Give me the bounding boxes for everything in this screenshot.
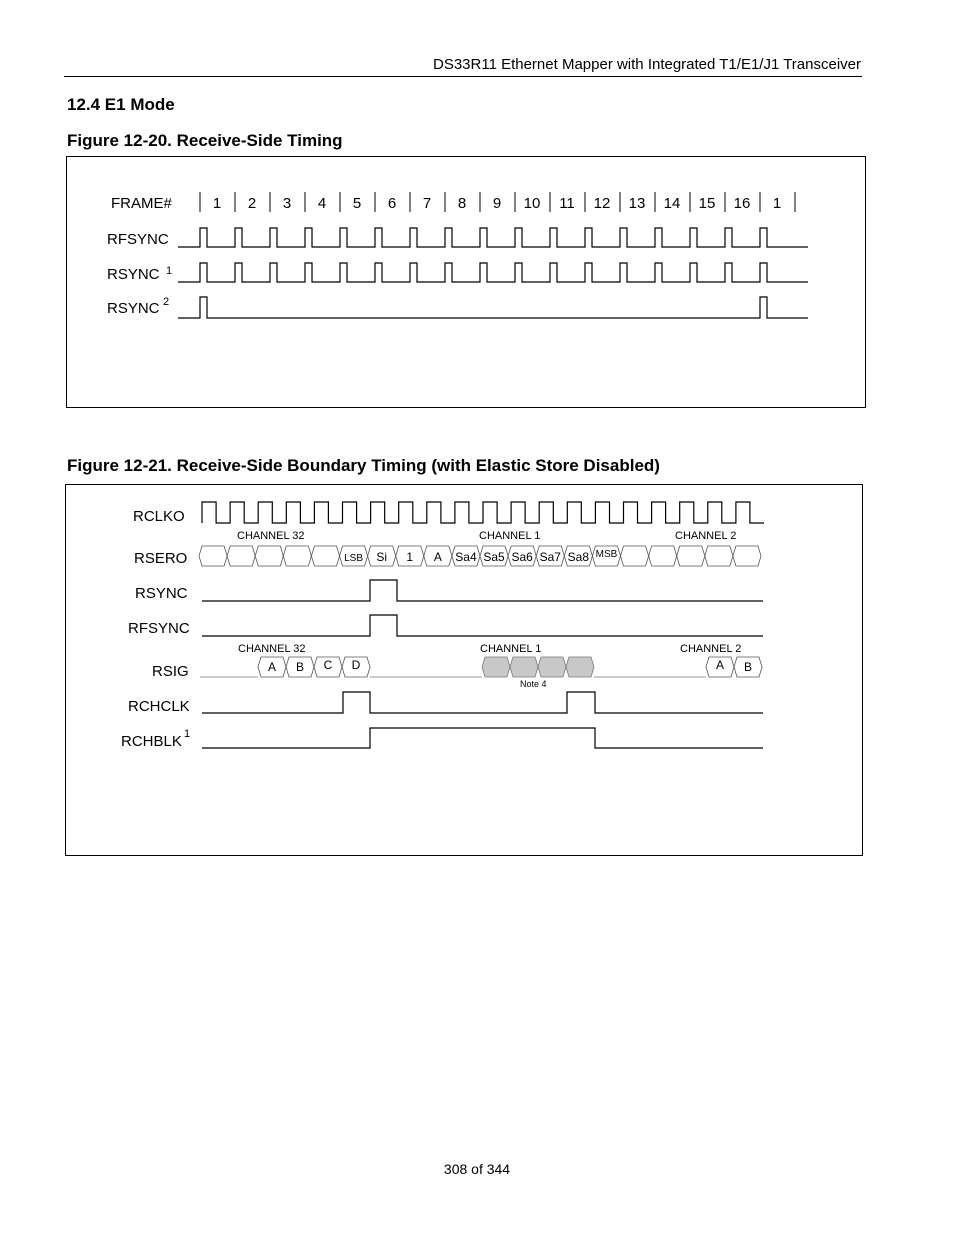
rfsync-waveform (202, 615, 763, 636)
rsero-channel-2-label: CHANNEL 2 (675, 530, 737, 542)
rsero-bit-cell (199, 546, 227, 566)
rchclk-waveform (202, 692, 763, 713)
rsig-label: RSIG (152, 663, 189, 680)
rsero-channel-1-label: CHANNEL 1 (479, 530, 541, 542)
rsero-bit-cell (283, 546, 311, 566)
frame-number: 5 (352, 195, 362, 212)
rsync1-waveform (178, 263, 808, 282)
note-4-label: Note 4 (520, 679, 547, 689)
rsig-bit-label: C (323, 658, 333, 672)
rsig-channel-1-label: CHANNEL 1 (480, 643, 542, 655)
rsig-channel-32-label: CHANNEL 32 (238, 643, 306, 655)
rsero-bit-cell (255, 546, 283, 566)
rsig-bit-label: A (267, 660, 277, 674)
rsig-shaded-cell (482, 657, 510, 677)
rfsync-label: RFSYNC (107, 231, 169, 248)
frame-number: 13 (628, 195, 646, 212)
rsig-shaded-cell (566, 657, 594, 677)
frame-number: 9 (492, 195, 502, 212)
rchclk-label: RCHCLK (128, 698, 190, 715)
frame-number: 11 (559, 195, 575, 212)
rsero-bit-cell (733, 546, 761, 566)
rsync2-label: RSYNC (107, 300, 160, 317)
rsero-bit-label: Sa5 (483, 550, 505, 564)
rsero-bit-cell (649, 546, 677, 566)
rsero-bit-label: LSB (344, 553, 364, 564)
rsero-bit-label: A (433, 550, 442, 564)
rsync1-label: RSYNC (107, 266, 160, 283)
rsero-bit-cell (227, 546, 255, 566)
rsync-waveform (202, 580, 763, 601)
rsig-shaded-cell (510, 657, 538, 677)
rsero-label: RSERO (134, 550, 188, 567)
rsero-bit-label: MSB (595, 549, 618, 560)
rsero-bit-cell (311, 546, 339, 566)
rsig-shaded-cell (538, 657, 566, 677)
frame-number: 14 (663, 195, 681, 212)
rsero-bit-cell (621, 546, 649, 566)
document-header-title: DS33R11 Ethernet Mapper with Integrated T1/E1/J1 Transceiver (432, 56, 861, 73)
fig2-bit-cells (199, 546, 762, 677)
rsero-bit-cell (677, 546, 705, 566)
rclko-label: RCLKO (133, 508, 185, 525)
receive-side-timing-diagram (107, 192, 808, 318)
rfsync-waveform (178, 228, 808, 247)
rsero-bit-label: Sa8 (567, 550, 590, 564)
section-title: 12.4 E1 Mode (67, 95, 175, 114)
frame-number: 7 (422, 195, 432, 212)
frame-number: 12 (593, 195, 611, 212)
frame-number: 2 (247, 195, 257, 212)
fig1-waveforms (178, 228, 808, 318)
frame-label: FRAME# (111, 195, 172, 212)
rclko-waveform (202, 502, 764, 523)
rsync2-waveform (178, 297, 808, 318)
figure-1-caption: Figure 12-20. Receive-Side Timing (67, 131, 343, 150)
receive-side-boundary-timing-diagram (121, 502, 764, 750)
rsig-bit-label: A (715, 658, 725, 672)
rsig-bit-label: B (295, 660, 305, 674)
rsero-bit-label: Sa7 (539, 550, 561, 564)
frame-number: 1 (772, 195, 782, 212)
rsero-bit-label: Si (376, 550, 387, 564)
rsync1-superscript: 1 (166, 265, 173, 277)
frame-number: 6 (387, 195, 397, 212)
rfsync-label: RFSYNC (128, 620, 190, 637)
frame-number: 3 (282, 195, 292, 212)
rchblk-superscript: 1 (184, 728, 191, 740)
rsero-bit-label: 1 (406, 550, 414, 564)
rsig-bit-label: D (351, 658, 361, 672)
rsero-bit-cell (705, 546, 733, 566)
rchblk-waveform (202, 728, 763, 748)
frame-number: 10 (523, 195, 541, 212)
rsig-bit-label: B (743, 660, 753, 674)
frame-number: 1 (212, 195, 222, 212)
figure-2-caption: Figure 12-21. Receive-Side Boundary Timing (with Elastic Store Disabled) (67, 456, 660, 475)
rsync-label: RSYNC (135, 585, 188, 602)
frame-number: 8 (457, 195, 467, 212)
rchblk-label: RCHBLK (121, 733, 182, 750)
frame-numbers (200, 192, 795, 212)
rsync2-superscript: 2 (163, 296, 170, 308)
rsig-channel-2-label: CHANNEL 2 (680, 643, 742, 655)
frame-number: 15 (698, 195, 716, 212)
frame-number: 16 (733, 195, 751, 212)
frame-number: 4 (317, 195, 327, 212)
rsero-channel-32-label: CHANNEL 32 (237, 530, 305, 542)
rsero-bit-label: Sa4 (455, 550, 477, 564)
page-number: 308 of 344 (443, 1161, 511, 1177)
rsero-bit-label: Sa6 (511, 550, 533, 564)
